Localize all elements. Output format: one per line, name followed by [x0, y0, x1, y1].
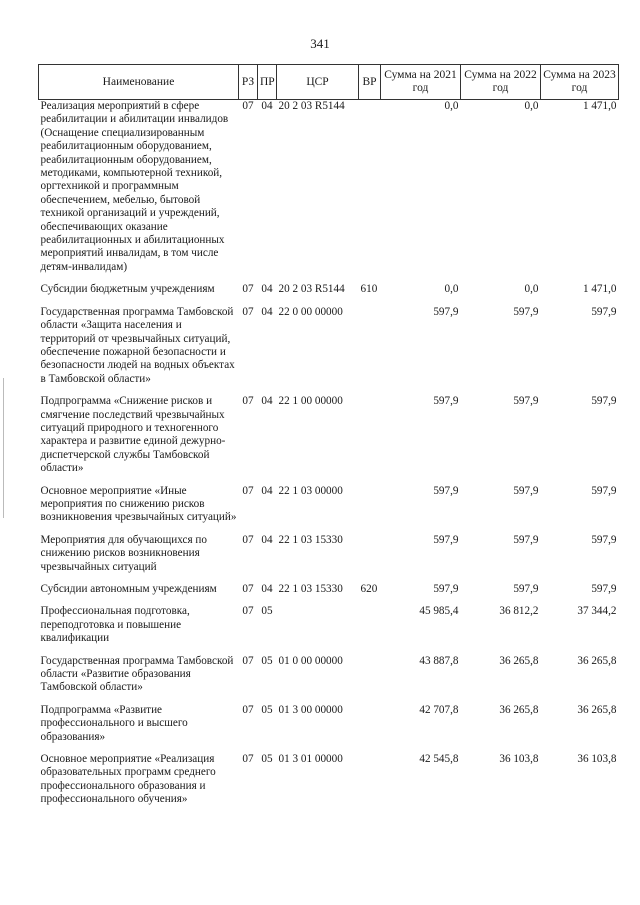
header-vr: ВР: [359, 65, 381, 100]
row-name: Профессиональная подготовка, переподготовка и повышение квалификации: [40, 605, 190, 645]
row-pr: 05: [261, 605, 273, 618]
table-row: [39, 485, 619, 534]
header-name: Наименование: [39, 65, 239, 100]
row-sum-2021: 597,9: [433, 395, 459, 408]
table-row: [39, 283, 619, 305]
row-sum-2023: 597,9: [591, 395, 617, 408]
row-vr: [359, 655, 381, 704]
row-vr: 610: [360, 283, 378, 296]
row-sum-2021: 597,9: [433, 484, 459, 497]
row-rz: 07: [242, 703, 254, 716]
row-csr: 22 1 03 00000: [278, 484, 343, 497]
row-csr: 01 3 01 00000: [278, 753, 343, 766]
row-vr: [359, 306, 381, 395]
row-sum-2021: 597,9: [433, 305, 459, 318]
row-pr: 05: [261, 753, 273, 766]
row-sum-2022: 597,9: [513, 395, 539, 408]
row-sum-2023: 1 471,0: [582, 100, 617, 112]
row-sum-2022: 0,0: [524, 100, 539, 112]
header-rz: РЗ: [239, 65, 258, 100]
header-sum-2021: Сумма на 2021 год: [381, 65, 461, 100]
page-number: 341: [310, 36, 330, 51]
table-row: [39, 704, 619, 753]
row-sum-2022: 36 812,2: [499, 605, 539, 618]
table-row: [39, 534, 619, 583]
row-sum-2023: 597,9: [591, 583, 617, 595]
row-sum-2023: 597,9: [591, 305, 617, 318]
row-name: Основное мероприятие «Иные мероприятия по снижению рисков возникновения чрезвычайных ситуаций»: [40, 484, 237, 524]
row-vr: [359, 534, 381, 583]
row-pr: 04: [261, 100, 273, 112]
header-sum-2022: Сумма на 2022 год: [461, 65, 541, 100]
table-row: [39, 306, 619, 395]
row-sum-2021: 597,9: [433, 583, 459, 595]
row-sum-2021: 42 545,8: [419, 753, 459, 766]
row-sum-2022: 597,9: [513, 533, 539, 546]
row-csr: 01 0 00 00000: [278, 654, 343, 667]
row-sum-2022: 597,9: [513, 484, 539, 497]
table-row: [39, 100, 619, 284]
row-pr: 05: [261, 654, 273, 667]
row-csr: 01 3 00 00000: [278, 703, 343, 716]
row-name: Подпрограмма «Развитие профессионального и высшего образования»: [40, 703, 188, 743]
row-sum-2023: 597,9: [591, 484, 617, 497]
row-name: Мероприятия для обучающихся по снижению рисков возникновения чрезвычайных ситуаций: [40, 533, 207, 573]
row-sum-2023: 36 265,8: [577, 654, 617, 667]
row-rz: 07: [242, 100, 254, 112]
row-sum-2021: 43 887,8: [419, 654, 459, 667]
table-header-row: [39, 65, 619, 100]
row-rz: 07: [242, 305, 254, 318]
row-vr: [359, 753, 381, 816]
row-sum-2023: 36 265,8: [577, 703, 617, 716]
row-vr: [359, 605, 381, 654]
row-sum-2022: 0,0: [524, 283, 539, 296]
row-vr: 620: [360, 583, 378, 595]
row-pr: 04: [261, 305, 273, 318]
row-vr: [359, 704, 381, 753]
row-pr: 04: [261, 583, 273, 595]
row-pr: 04: [261, 395, 273, 408]
row-name: Субсидии бюджетным учреждениям: [40, 283, 215, 296]
row-sum-2022: 36 103,8: [499, 753, 539, 766]
table-row: [39, 655, 619, 704]
row-csr: 20 2 03 R5144: [278, 100, 345, 112]
row-name: Подпрограмма «Снижение рисков и смягчение последствий чрезвычайных ситуаций природного и техногенного характера и развитие единой дежурно-диспетчерской службы Тамбовской области»: [40, 395, 226, 475]
row-pr: 04: [261, 283, 273, 296]
row-rz: 07: [242, 753, 254, 766]
row-sum-2022: 36 265,8: [499, 703, 539, 716]
table-row: [39, 753, 619, 816]
header-csr: ЦСР: [277, 65, 359, 100]
table-row: [39, 395, 619, 484]
row-sum-2021: 42 707,8: [419, 703, 459, 716]
header-sum-2023: Сумма на 2023 год: [541, 65, 619, 100]
row-name: Реализация мероприятий в сфере реабилитации и абилитации инвалидов (Оснащение специализированным реабилитационным оборудованием, реабилитационным оборудованием, методиками, компьютерной техникой, оргтехникой и программным обеспечением, мебелью, бытовой техникой организаций и учреждений, обеспечивающих оказание реабилитационных и абилитационных мероприятий инвалидам, в том числе детям-инвалидам): [40, 100, 229, 273]
row-vr: [359, 395, 381, 484]
scan-margin-mark: [3, 378, 4, 518]
row-csr: 20 2 03 R5144: [278, 283, 345, 296]
row-name: Основное мероприятие «Реализация образовательных программ среднего профессионального образования и профессионального обучения»: [40, 753, 216, 806]
row-rz: 07: [242, 395, 254, 408]
row-name: Государственная программа Тамбовской области «Защита населения и территорий от чрезвычайных ситуаций, обеспечение пожарной безопасности и безопасности людей на водных объектах в Тамбовской области»: [40, 305, 235, 385]
row-sum-2021: 45 985,4: [419, 605, 459, 618]
row-sum-2023: 1 471,0: [582, 283, 617, 296]
row-sum-2023: 597,9: [591, 533, 617, 546]
row-rz: 07: [242, 484, 254, 497]
row-sum-2023: 37 344,2: [577, 605, 617, 618]
row-sum-2023: 36 103,8: [577, 753, 617, 766]
header-pr: ПР: [258, 65, 277, 100]
row-sum-2021: 0,0: [444, 100, 459, 112]
row-rz: 07: [242, 654, 254, 667]
row-rz: 07: [242, 605, 254, 618]
row-csr: 22 0 00 00000: [278, 305, 343, 318]
row-vr: [359, 485, 381, 534]
row-csr: 22 1 00 00000: [278, 395, 343, 408]
row-rz: 07: [242, 283, 254, 296]
row-sum-2022: 36 265,8: [499, 654, 539, 667]
row-name: Государственная программа Тамбовской области «Развитие образования Тамбовской области»: [40, 654, 234, 694]
row-sum-2021: 0,0: [444, 283, 459, 296]
budget-table: [38, 64, 619, 816]
row-csr: 22 1 03 15330: [278, 583, 343, 595]
row-vr: [359, 100, 381, 284]
table-row: [39, 583, 619, 605]
row-csr: 22 1 03 15330: [278, 533, 343, 546]
row-rz: 07: [242, 533, 254, 546]
row-name: Субсидии автономным учреждениям: [40, 583, 217, 595]
row-rz: 07: [242, 583, 254, 595]
table-row: [39, 605, 619, 654]
row-pr: 04: [261, 533, 273, 546]
row-pr: 04: [261, 484, 273, 497]
row-sum-2022: 597,9: [513, 305, 539, 318]
row-pr: 05: [261, 703, 273, 716]
row-csr: [277, 605, 359, 654]
row-sum-2021: 597,9: [433, 533, 459, 546]
row-sum-2022: 597,9: [513, 583, 539, 595]
